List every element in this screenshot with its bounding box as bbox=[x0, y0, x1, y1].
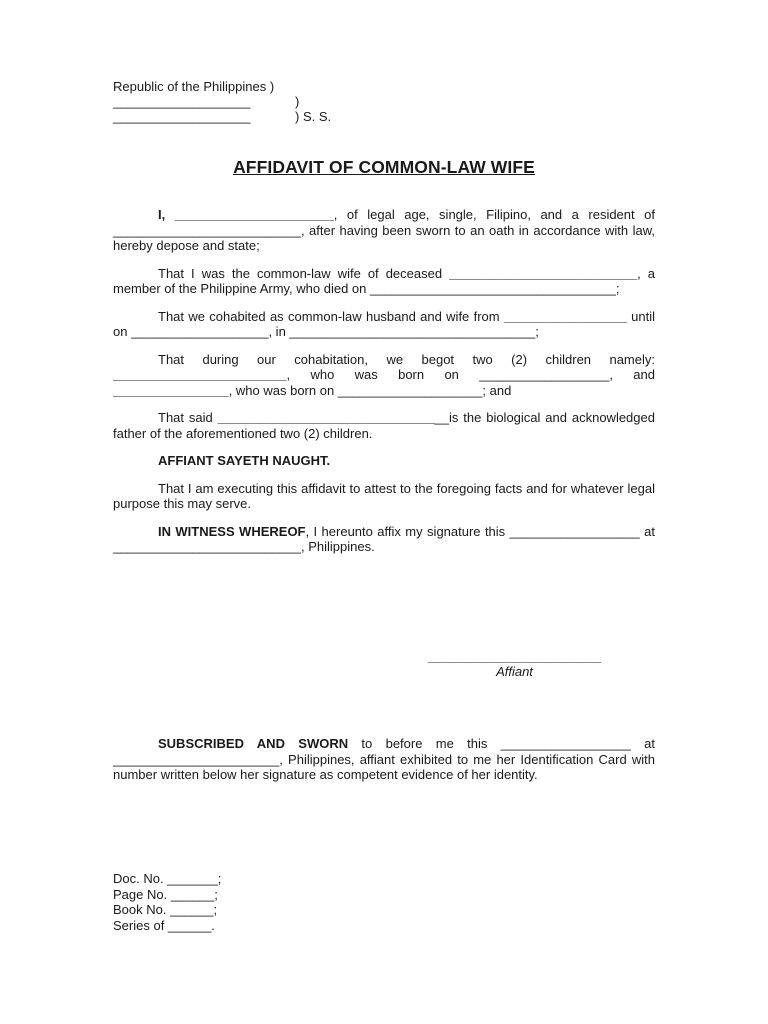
paragraph-children bbox=[113, 352, 655, 399]
affidavit-body bbox=[113, 207, 655, 567]
venue-header bbox=[113, 79, 331, 124]
paragraph-witness bbox=[113, 524, 655, 555]
paragraph-common-law-wife bbox=[113, 266, 655, 297]
paragraph-text: , who was born on ____________________; and bbox=[228, 382, 512, 398]
cohabitation-start-blank: _________________ bbox=[503, 308, 627, 324]
deceased-name-blank: __________________________ bbox=[449, 265, 638, 281]
venue-line-1: Republic of the Philippines ) bbox=[113, 79, 275, 94]
book-no: Book No. ______; bbox=[113, 902, 218, 917]
venue-line-3-blank: ___________________ bbox=[113, 109, 251, 124]
paragraph-text: That we cohabited as common-law husband and wife from bbox=[158, 308, 504, 324]
page-no: Page No. ______; bbox=[113, 886, 218, 902]
venue-line-2-blank: ___________________ bbox=[113, 94, 251, 109]
affiant-identity-text: , of legal age, single, Filipino, and a resident of __________________________, after having been sworn to an oath in accordance with law, hereby depose and state; bbox=[113, 207, 655, 253]
paragraph-text: until on bbox=[113, 308, 655, 339]
paragraph-text: , who was born on __________________, and bbox=[286, 367, 655, 382]
paragraph-purpose: That I am executing this affidavit to attest to the foregoing facts and for whatever legal purpose this may serve. bbox=[113, 480, 655, 511]
paragraph-text: to before me this __________________ at _______________________, Philippines, affiant exhibited to me her Identification Card with number written below her signature as competent evidence of her identity. bbox=[113, 736, 655, 782]
paragraph-text: , a member of the Philippine Army, who died on __________________________________; bbox=[113, 265, 655, 296]
paragraph-text: That said bbox=[158, 410, 218, 425]
venue-line-2-bracket: ) bbox=[295, 94, 300, 109]
document-title: AFFIDAVIT OF COMMON-LAW WIFE bbox=[233, 157, 535, 177]
witness-whereof: IN WITNESS WHEREOF bbox=[158, 523, 306, 539]
paragraph-text: That I was the common-law wife of deceased bbox=[158, 265, 450, 281]
venue-line-3-ss: ) S. S. bbox=[295, 109, 332, 124]
jurat-paragraph bbox=[113, 736, 655, 783]
paragraph-cohabitation bbox=[113, 309, 655, 340]
paragraph-text: , in __________________________________; bbox=[268, 324, 539, 339]
affiant-signature-block bbox=[414, 649, 615, 679]
document-title-wrap bbox=[0, 157, 768, 178]
paragraph-father bbox=[113, 410, 655, 441]
paragraph-affiant-identity bbox=[113, 207, 655, 254]
subscribed-and-sworn: SUBSCRIBED AND SWORN bbox=[158, 736, 349, 751]
father-name-blank: ______________________________ bbox=[217, 410, 435, 425]
notarial-register bbox=[113, 871, 221, 933]
affiant-sayeth-naught: AFFIANT SAYETH NAUGHT. bbox=[158, 453, 331, 468]
paragraph-text: __is the biological and acknowledged father of the aforementioned two (2) children. bbox=[113, 410, 655, 441]
doc-no: Doc. No. _______; bbox=[113, 871, 222, 886]
child-2-name-blank: ________________ bbox=[113, 382, 229, 398]
paragraph-text: That during our cohabitation, we begot two (2) children namely: bbox=[158, 351, 655, 367]
series-of: Series of ______. bbox=[113, 917, 215, 933]
paragraph-text: , I hereunto affix my signature this __________________ at __________________________, Philippines. bbox=[113, 523, 655, 554]
cohabitation-end-blank: ___________________ bbox=[131, 324, 269, 339]
affiant-name-blank: I, ______________________ bbox=[158, 207, 334, 222]
signature-label: Affiant bbox=[496, 664, 533, 679]
signature-line: ________________________ bbox=[427, 649, 602, 664]
child-1-name-blank: ________________________ bbox=[113, 367, 287, 382]
